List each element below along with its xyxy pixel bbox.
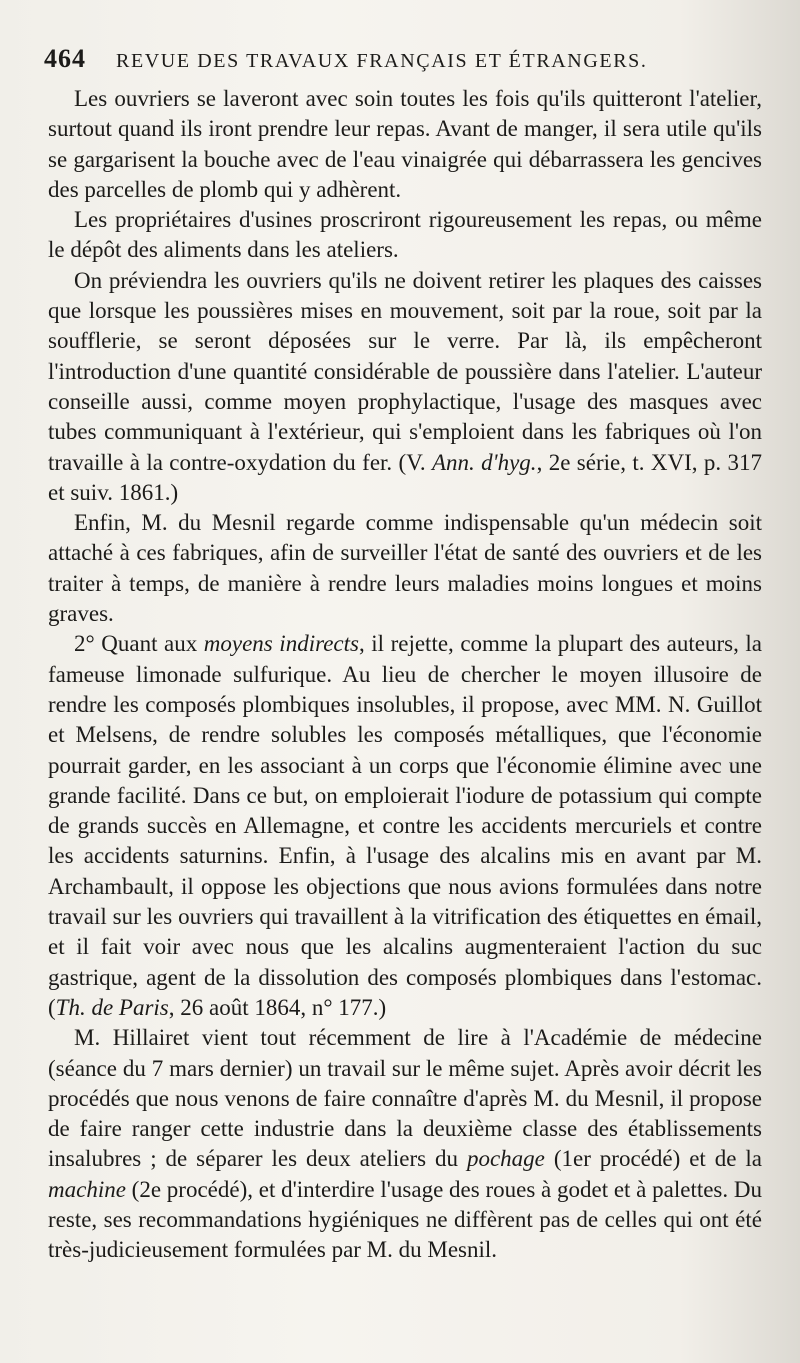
text-segment: , 26 août 1864, n° 177.) <box>168 994 387 1020</box>
paragraph-hillairet <box>48 1023 762 1265</box>
page-header <box>44 44 764 74</box>
paragraph-washing <box>48 84 762 205</box>
italic-term: machine <box>48 1176 126 1202</box>
text-segment: (1er procédé) et de la <box>544 1146 762 1172</box>
text-segment: , 2e série, t. XVI, p. 317 et suiv. 1861.) <box>48 449 762 505</box>
page-number: 464 <box>44 44 86 73</box>
text-segment: 2° Quant aux <box>74 631 204 657</box>
text-segment: Les ouvriers se laveront avec soin toutes les fois qu'ils quitteront l'atelier, surtout quand ils iront prendre leur repas. Avant de manger, il sera utile qu'ils se gargarisent la bouche avec de l'eau vinaigrée qui débarrassera les gencives des parcelles de plomb qui y adhèrent. <box>48 86 762 202</box>
text-segment: Enfin, M. du Mesnil regarde comme indispensable qu'un médecin soit attaché à ces fabriques, afin de surveiller l'état de santé des ouvriers et de les traiter à temps, de manière à rendre leurs maladies moins longues et moins graves. <box>48 510 762 627</box>
paragraph-plates <box>48 266 762 508</box>
italic-term: pochage <box>466 1146 545 1172</box>
text-segment: On préviendra les ouvriers qu'ils ne doivent retirer les plaques des caisses que lorsque les poussières mises en mouvement, soit par la roue, soit par la soufflerie, se seront déposées sur le verre. Par là, ils empêcheront l'introduction d'une quantité considérable de poussière dans l'atelier. L'auteur conseille aussi, comme moyen prophylactique, l'usage des masques avec tubes communiquant à l'extérieur, qui s'emploient dans les fabriques où l'on travaille à la contre-oxydation du fer. (V. <box>48 267 762 475</box>
italic-term: moyens indirects <box>203 631 359 657</box>
running-title: REVUE DES TRAVAUX FRANÇAIS ET ÉTRANGERS. <box>116 50 648 72</box>
italic-citation: Th. de Paris <box>55 994 169 1020</box>
text-segment: (2e procédé), et d'interdire l'usage des roues à godet et à palettes. Du reste, ses recommandations hygiéniques ne diffèrent pas de celles qui ont été très-judicieusement formulées par M. du Mesnil. <box>48 1176 762 1263</box>
paragraph-meals <box>48 205 762 266</box>
paragraph-indirect-means <box>48 629 762 1023</box>
paragraph-physician <box>48 508 762 629</box>
italic-citation: Ann. d'hyg. <box>432 449 537 475</box>
text-segment: M. Hillairet vient tout récemment de lire à l'Académie de médecine (séance du 7 mars dernier) un travail sur le même sujet. Après avoir décrit les procédés que nous venons de faire connaître d'après M. du Mesnil, il propose de faire ranger cette industrie dans la deuxième classe des établissements insalubres ; de séparer les deux ateliers du <box>48 1025 762 1172</box>
body-text <box>48 84 762 1266</box>
text-segment: , il rejette, comme la plupart des auteurs, la fameuse limonade sulfurique. Au lieu de chercher le moyen illusoire de rendre les composés plombiques insolubles, il propose, avec MM. N. Guillot et Melsens, de rendre solubles les composés métalliques, que l'économie pourrait garder, en les associant à un corps que l'économie élimine avec une grande facilité. Dans ce but, on emploierait l'iodure de potassium qui compte de grands succès en Allemagne, et contre les accidents mercuriels et contre les accidents saturnins. Enfin, à l'usage des alcalins mis en avant par M. Archambault, il oppose les objections que nous avions formulées dans notre travail sur les ouvriers qui travaillent à la vitrification des étiquettes en émail, et il fait voir avec nous que les alcalins augmenteraient l'action du suc gastrique, agent de la dissolution des composés plombiques dans l'estomac. ( <box>48 631 762 1020</box>
text-segment: Les propriétaires d'usines proscriront rigoureusement les repas, ou même le dépôt des aliments dans les ateliers. <box>48 207 762 263</box>
